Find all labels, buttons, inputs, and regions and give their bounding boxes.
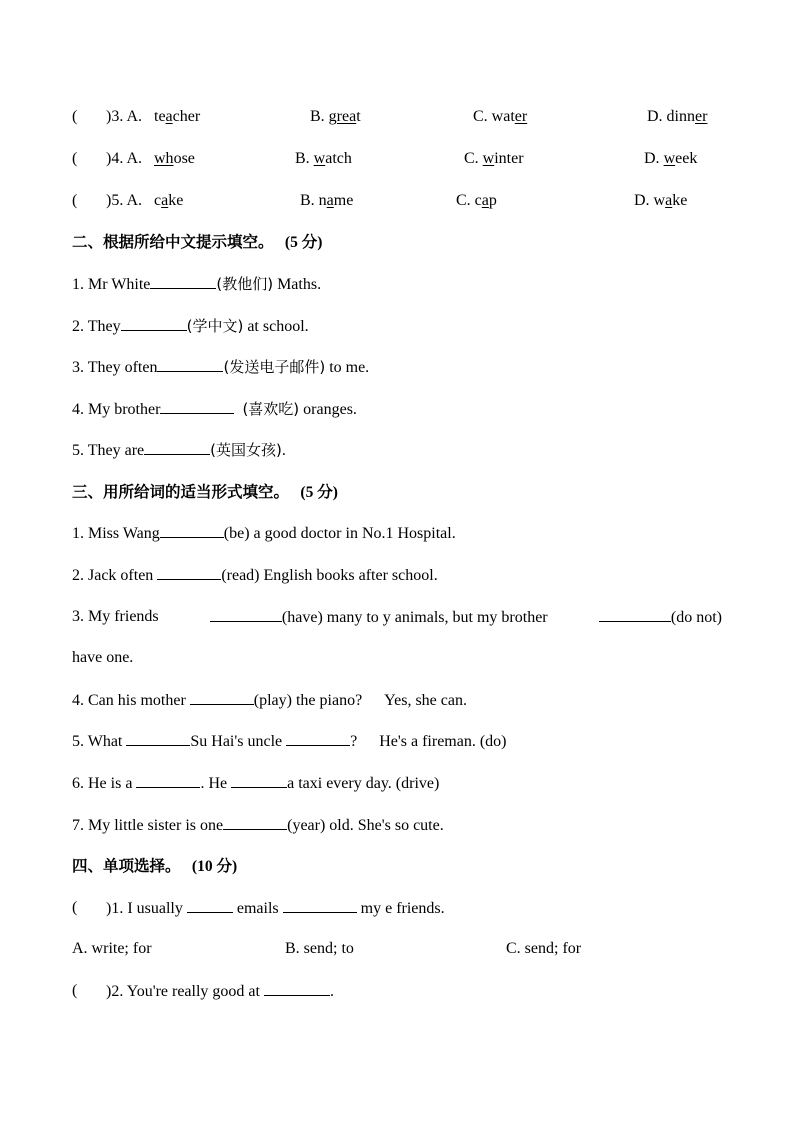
- option-a: teacher: [154, 108, 201, 125]
- answer-blank[interactable]: [157, 357, 223, 372]
- phonics-row-3: [72, 107, 732, 127]
- section-2-item-4: 4. My brother (喜欢吃) oranges.: [72, 400, 357, 418]
- question-number: )3. A.: [106, 108, 142, 125]
- question-number: )5. A.: [106, 192, 142, 209]
- option-b: B. watch: [295, 150, 352, 167]
- answer-blank[interactable]: [264, 981, 330, 996]
- answer-paren: (: [72, 108, 78, 125]
- section-3-item-5: 5. What Su Hai's uncle ? He's a fireman. (do): [72, 733, 507, 750]
- option-a: whose: [154, 150, 195, 167]
- section-title: 四、单项选择。: [72, 857, 181, 875]
- option-c: C. water: [473, 108, 528, 125]
- section-score: (5 分): [284, 234, 323, 251]
- answer-blank[interactable]: [144, 440, 210, 455]
- option-c[interactable]: C. send; for: [506, 940, 582, 957]
- question-text: )2. You're really good at .: [106, 983, 334, 1000]
- question-number: )4. A.: [106, 150, 142, 167]
- option-a[interactable]: A. write; for: [72, 940, 152, 957]
- answer-blank[interactable]: [231, 773, 287, 788]
- option-d: D. wake: [634, 192, 688, 209]
- option-d: D. dinner: [647, 108, 708, 125]
- section-2-item-5: 5. They are (英国女孩).: [72, 441, 286, 459]
- section-score: (10 分): [191, 858, 238, 875]
- section-3-item-6: 6. He is a . He a taxi every day. (drive): [72, 775, 440, 792]
- question-text: )1. I usually emails my e friends.: [106, 900, 445, 917]
- answer-blank[interactable]: [121, 316, 187, 331]
- answer-paren: (: [72, 150, 78, 167]
- section-title: 二、根据所给中文提示填空。: [72, 233, 274, 251]
- section-2-item-1: 1. Mr White (教他们) Maths.: [72, 275, 322, 293]
- answer-blank[interactable]: [283, 898, 357, 913]
- section-3-item-3: 3. My friends (have) many to y animals, but my brother (do not): [72, 608, 722, 626]
- answer-blank[interactable]: [136, 773, 200, 788]
- phonics-row-5: [72, 191, 732, 211]
- answer-blank[interactable]: [160, 523, 224, 538]
- answer-paren: (: [72, 192, 78, 209]
- phonics-row-4: [72, 149, 732, 169]
- answer-blank[interactable]: [187, 898, 233, 913]
- section-3-item-3-cont: have one.: [72, 649, 134, 666]
- section-4-q1-options: [72, 939, 732, 959]
- answer-blank[interactable]: [599, 607, 671, 622]
- option-a: cake: [154, 192, 184, 209]
- section-3-heading: [72, 482, 338, 503]
- answer-blank[interactable]: [157, 565, 221, 580]
- answer-blank[interactable]: [160, 399, 234, 414]
- section-4-question-2: [72, 981, 732, 1001]
- option-d: D. week: [644, 150, 698, 167]
- option-b: B. great: [310, 108, 361, 125]
- answer-blank[interactable]: [190, 690, 254, 705]
- section-3-item-4: 4. Can his mother (play) the piano? Yes, she can.: [72, 692, 467, 709]
- section-4-question-1: [72, 898, 732, 918]
- section-3-item-7: 7. My little sister is one (year) old. She's so cute.: [72, 817, 444, 834]
- option-c: C. winter: [464, 150, 524, 167]
- answer-blank[interactable]: [223, 815, 287, 830]
- answer-blank[interactable]: [126, 731, 190, 746]
- answer-blank[interactable]: [286, 731, 350, 746]
- section-score: (5 分): [300, 484, 338, 501]
- answer-blank[interactable]: [150, 274, 216, 289]
- section-3-item-2: 2. Jack often (read) English books after school.: [72, 567, 438, 584]
- section-title: 三、用所给词的适当形式填空。: [72, 483, 290, 501]
- section-3-item-1: 1. Miss Wang (be) a good doctor in No.1 Hospital.: [72, 525, 456, 542]
- option-b[interactable]: B. send; to: [285, 940, 354, 957]
- option-b: B. name: [300, 192, 354, 209]
- option-c: C. cap: [456, 192, 497, 209]
- answer-paren: (: [72, 899, 78, 916]
- answer-paren: (: [72, 982, 78, 999]
- section-4-heading: [72, 856, 237, 877]
- section-2-item-3: 3. They often (发送电子邮件) to me.: [72, 358, 370, 376]
- answer-blank[interactable]: [210, 607, 282, 622]
- section-2-item-2: 2. They (学中文) at school.: [72, 317, 309, 335]
- section-2-heading: [72, 232, 322, 253]
